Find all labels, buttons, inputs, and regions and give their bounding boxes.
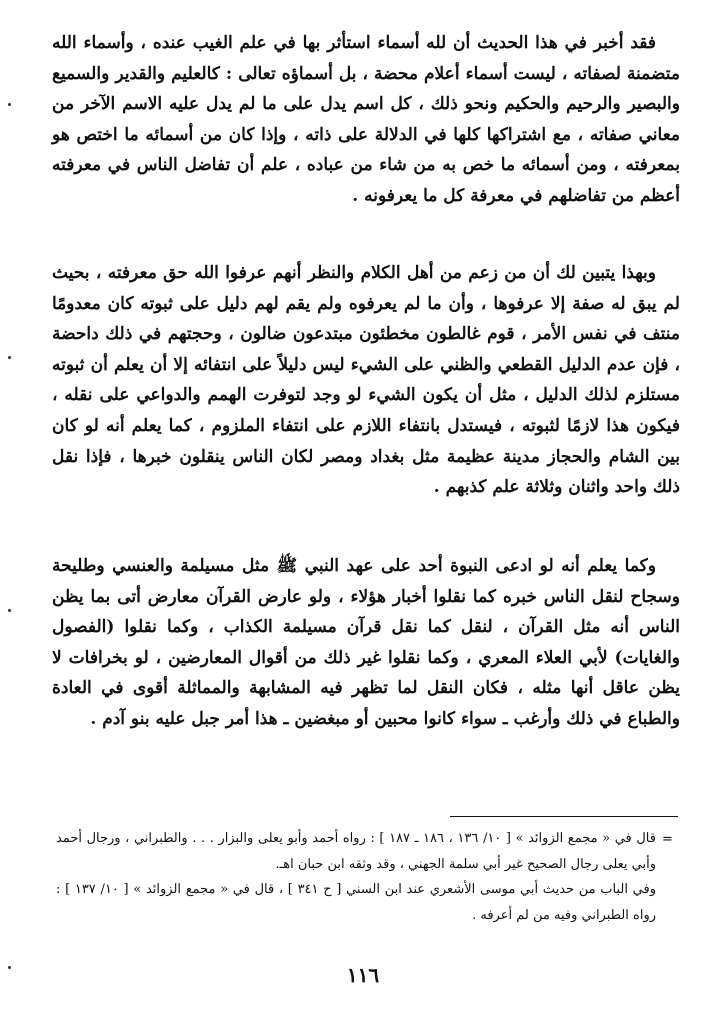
paragraph-text: وكما يعلم أنه لو ادعى النبوة أحد على عهد النبي ﷺ مثل مسيلمة والعنسي وطليحة وسجاح لنقل الناس خبره كما نقلوا أخبار هؤلاء ، ولو عارض القرآن معارض أتى بما يظن الناس أنه مثل القرآن ، لنقل كما نقل قرآن مسيلمة الكذاب ، وكما نقلوا (الفصول والغايات) لأبي العلاء المعري ، وكما نقلوا غير ذلك من أقوال المعارضين ، لو بخرافات لا يظن عاقل أنها مثله ، فكان النقل لما تظهر فيه المشابهة والمماثلة أقوى في العادة والطباع في ذلك وأرغب ـ سواء كانوا محبين أو مبغضين ـ هذا أمر جبل عليه بنو آدم . [52,556,680,729]
footnote-line: وفي الباب من حديث أبي موسى الأشعري عند ابن السني [ ح ٣٤١ ] ، قال في « مجمع الزوائد » [ ١٠/ ١٣٧ ] : رواه الطبراني وفيه من لم أعرفه . [56,882,657,923]
paragraph-1 [52,28,680,212]
scan-speck [8,356,11,359]
scan-speck [8,966,11,969]
footnote-separator [450,816,678,817]
paragraph-2 [52,258,680,503]
paragraph-3 [52,551,680,735]
paragraph-text: فقد أخبر في هذا الحديث أن لله أسماء استأثر بها في علم الغيب عنده ، وأسماء الله متضمنة لصفاته ، ليست أسماء أعلام محضة ، بل أسماؤه تعالى : كالعليم والقدير والسميع والبصير والرحيم والحكيم ونحو ذلك ، كل اسم يدل على ما لم يدل عليه الاسم الآخر من معاني صفاته ، مع اشتراكها كلها في الدلالة على ذاته ، وإذا كان من أسمائه ما اختص هو بمعرفته ، ومن أسمائه ما خص به من شاء من عباده ، علم أن تفاضل الناس في معرفته أعظم من تفاضلهم في معرفة كل ما يعرفونه . [52,33,680,206]
paragraph-text: وبهذا يتبين لك أن من زعم من أهل الكلام والنظر أنهم عرفوا الله حق معرفته ، بحيث لم يبق له صفة إلا عرفوها ، وأن ما لم يعرفوه ولم يقم لهم دليل على ثبوته كان معدومًا منتف في نفس الأمر ، قوم غالطون مخطئون مبتدعون ضالون ، وحجتهم في ذلك داحضة ، فإن عدم الدليل القطعي والظني على الشيء ليس دليلاً على انتفائه إلا أن يعلم أن ثبوته مستلزم لذلك الدليل ، مثل أن يكون الشيء لو وجد لتوفرت الهمم والدواعي على نقله ، فيكون هذا لازمًا لثبوته ، فيستدل بانتفاء اللازم على انتفاء الملزوم ، كما يعلم أنه لو كان بين الشام والحجاز مدينة عظيمة مثل بغداد ومصر لكان الناس ينقلون خبرها ، فإذا نقل ذلك واحد واثنان وثلاثة علم كذبهم . [52,263,680,498]
page-number: ١١٦ [346,963,380,987]
footnote-line: قال في « مجمع الزوائد » [ ١٠/ ١٣٦ ، ١٨٦ ـ ١٨٧ ] : رواه أحمد وأبو يعلى والبزار . . . والطبراني ، ورجال أحمد وأبي يعلى رجال الصحيح غير أبي سلمة الجهني ، وقد وثقه ابن حبان اهـ. [56,831,656,872]
scan-speck [8,609,11,612]
scan-speck [8,103,11,106]
footnote-continuation-marker: = [662,832,673,847]
footnotes [56,826,656,928]
